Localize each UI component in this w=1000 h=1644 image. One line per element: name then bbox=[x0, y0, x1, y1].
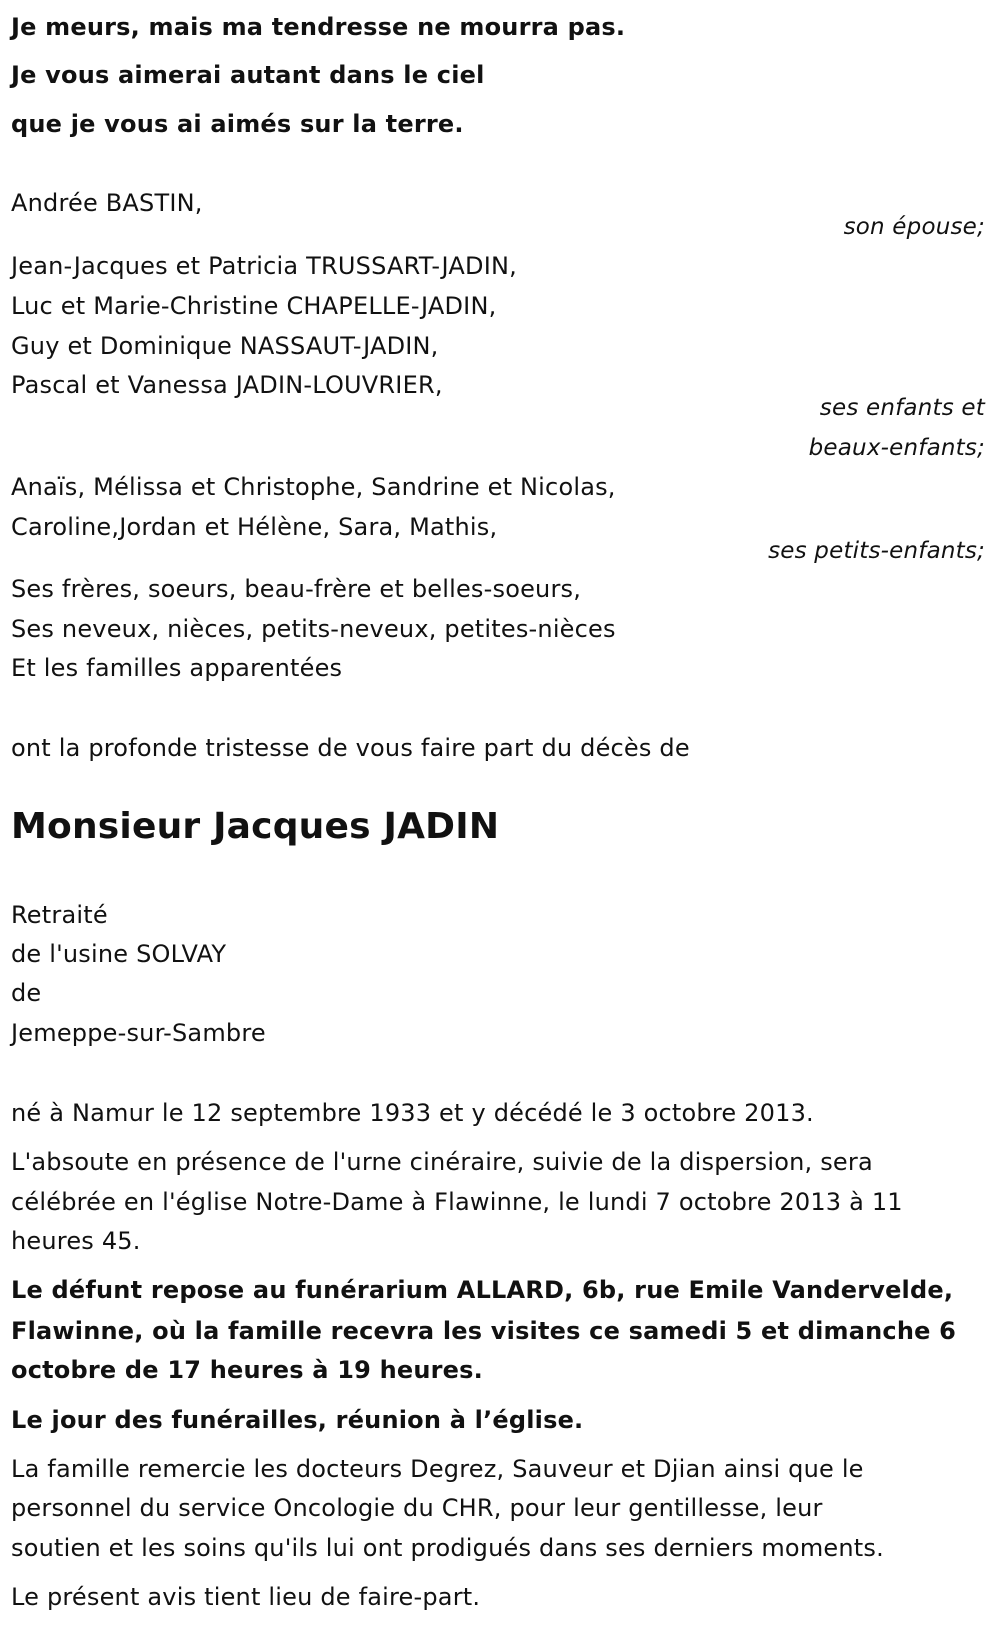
child-line: Jean-Jacques et Patricia TRUSSART-JADIN, bbox=[11, 252, 517, 280]
occupation-line: Retraité bbox=[11, 901, 108, 929]
thanks-line: soutien et les soins qu'ils lui ont prodigués dans ses derniers moments. bbox=[11, 1534, 884, 1562]
child-line: Guy et Dominique NASSAUT-JADIN, bbox=[11, 332, 439, 360]
deceased-name: Monsieur Jacques JADIN bbox=[11, 806, 500, 847]
ceremony-line: heures 45. bbox=[11, 1227, 141, 1255]
occupation-line: de bbox=[11, 979, 42, 1007]
children-role: ses enfants et bbox=[819, 395, 985, 421]
announcement: ont la profonde tristesse de vous faire part du décès de bbox=[11, 734, 690, 762]
ceremony-line: L'absoute en présence de l'urne cinéraire, suivie de la dispersion, sera bbox=[11, 1148, 873, 1176]
relatives-line: Ses neveux, nièces, petits-neveux, petites-nièces bbox=[11, 615, 616, 643]
relatives-line: Ses frères, soeurs, beau-frère et belles-soeurs, bbox=[11, 575, 582, 603]
spouse-role: son épouse; bbox=[843, 214, 985, 240]
visitation-line: octobre de 17 heures à 19 heures. bbox=[11, 1356, 483, 1384]
grandchildren-role: ses petits-enfants; bbox=[768, 538, 985, 564]
closing-note: Le présent avis tient lieu de faire-part. bbox=[11, 1583, 481, 1611]
poem-line: Je vous aimerai autant dans le ciel bbox=[11, 61, 485, 89]
thanks-line: La famille remercie les docteurs Degrez, Sauveur et Djian ainsi que le bbox=[11, 1455, 864, 1483]
child-line: Luc et Marie-Christine CHAPELLE-JADIN, bbox=[11, 292, 497, 320]
ceremony-line: célébrée en l'église Notre-Dame à Flawinne, le lundi 7 octobre 2013 à 11 bbox=[11, 1188, 903, 1216]
birth-death: né à Namur le 12 septembre 1933 et y décédé le 3 octobre 2013. bbox=[11, 1099, 814, 1127]
spouse-name: Andrée BASTIN, bbox=[11, 189, 203, 217]
visitation-line: Le défunt repose au funérarium ALLARD, 6b, rue Emile Vandervelde, bbox=[11, 1276, 954, 1304]
occupation-line: Jemeppe-sur-Sambre bbox=[11, 1019, 266, 1047]
visitation-line: Flawinne, où la famille recevra les visites ce samedi 5 et dimanche 6 bbox=[11, 1317, 957, 1345]
grandchild-line: Caroline,Jordan et Hélène, Sara, Mathis, bbox=[11, 513, 498, 541]
funeral-meeting: Le jour des funérailles, réunion à l’église. bbox=[11, 1406, 584, 1434]
children-role: beaux-enfants; bbox=[808, 435, 985, 461]
poem-line: Je meurs, mais ma tendresse ne mourra pas. bbox=[11, 13, 626, 41]
child-line: Pascal et Vanessa JADIN-LOUVRIER, bbox=[11, 371, 443, 399]
grandchild-line: Anaïs, Mélissa et Christophe, Sandrine et Nicolas, bbox=[11, 473, 616, 501]
poem-line: que je vous ai aimés sur la terre. bbox=[11, 110, 464, 138]
relatives-line: Et les familles apparentées bbox=[11, 654, 343, 682]
thanks-line: personnel du service Oncologie du CHR, pour leur gentillesse, leur bbox=[11, 1494, 823, 1522]
occupation-line: de l'usine SOLVAY bbox=[11, 940, 227, 968]
